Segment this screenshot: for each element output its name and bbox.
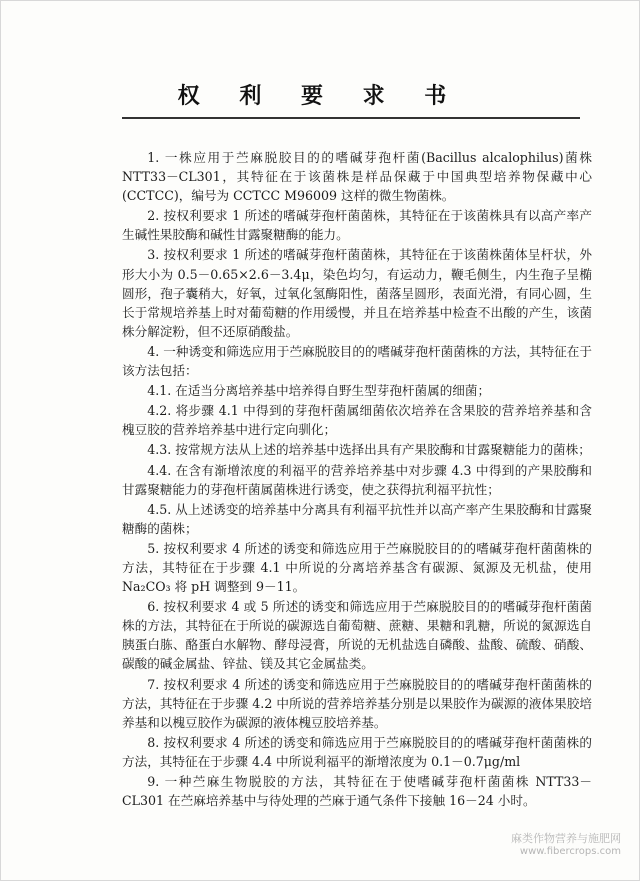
claim-4-step-4: 4.4. 在含有渐增浓度的利福平的营养培养基中对步骤 4.3 中得到的产果胶酶和甘露聚糖能力的芽孢杆菌属菌株进行诱变，使之获得抗利福平抗性； bbox=[122, 462, 592, 497]
claim-3: 3. 按权利要求 1 所述的嗜碱芽孢杆菌菌株，其特征在于该菌株菌体呈杆状，外形大小为 0.5－0.65×2.6－3.4μ，染色均匀，有运动力，鞭毛侧生，内生孢子呈椭圆形，孢子囊稍大，好氧，过氧化氢酶阳性，菌落呈圆形，表面光滑，有同心圆，生长于常规培养基上时对葡萄糖的作用缓慢，并且在培养基中检查不出酸的产生，该菌株分解淀粉，但不还原硝酸盐。 bbox=[122, 247, 592, 339]
claim-4-step-3: 4.3. 按常规方法从上述的培养基中选择出具有产果胶酶和甘露聚糖能力的菌株； bbox=[147, 442, 591, 458]
claims-body bbox=[122, 148, 592, 810]
claim-7: 7. 按权利要求 4 所述的诱变和筛选应用于苎麻脱胶目的的嗜碱芽孢杆菌菌株的方法，其特征在于步骤 4.2 中所说的营养培养基分别是以果胶作为碳源的液体果胶培养基和以槐豆胶作为碳源的液体槐豆胶培养基。 bbox=[122, 676, 592, 730]
claim-2: 2. 按权利要求 1 所述的嗜碱芽孢杆菌菌株，其特征在于该菌株具有以高产率产生碱性果胶酶和碱性甘露聚糖酶的能力。 bbox=[122, 208, 592, 243]
title-underline bbox=[122, 117, 580, 119]
claim-4-step-2: 4.2. 将步骤 4.1 中得到的芽孢杆菌属细菌依次培养在含果胶的营养培养基和含槐豆胶的营养培养基中进行定向驯化； bbox=[122, 403, 592, 438]
claim-9: 9. 一种苎麻生物脱胶的方法，其特征在于使嗜碱芽孢杆菌菌株 NTT33－CL301 在苎麻培养基中与待处理的苎麻于通气条件下接触 16－24 小时。 bbox=[122, 774, 592, 809]
watermark-site-name: 麻类作物营养与施肥网 bbox=[511, 832, 621, 845]
claim-5: 5. 按权利要求 4 所述的诱变和筛选应用于苎麻脱胶目的的嗜碱芽孢杆菌菌株的方法，其特征在于步骤 4.1 中所说的分离培养基含有碳源、氮源及无机盐，使用 Na₂CO₃ 将 pH 调整到 9－11。 bbox=[122, 540, 592, 595]
claim-8: 8. 按权利要求 4 所述的诱变和筛选应用于苎麻脱胶目的的嗜碱芽孢杆菌菌株的方法，其特征在于步骤 4.4 中所说利福平的渐增浓度为 0.1－0.7μg/ml bbox=[122, 734, 592, 769]
document-title: 权 利 要 求 书 bbox=[177, 83, 463, 109]
claim-6: 6. 按权利要求 4 或 5 所述的诱变和筛选应用于苎麻脱胶目的的嗜碱芽孢杆菌菌株的方法，其特征在于所说的碳源选自葡萄糖、蔗糖、果糖和乳糖，所说的氮源选自胰蛋白胨、酪蛋白水解物、酵母浸膏，所说的无机盐选自磷酸、盐酸、硫酸、硝酸、碳酸的碱金属盐、锌盐、镁及其它金属盐类。 bbox=[122, 599, 592, 672]
watermark-site-url: www.fibercrops.com bbox=[519, 846, 621, 857]
claim-4: 4. 一种诱变和筛选应用于苎麻脱胶目的的嗜碱芽孢杆菌菌株的方法，其特征在于该方法包括： bbox=[122, 343, 592, 379]
claim-1: 1. 一株应用于苎麻脱胶目的的嗜碱芽孢杆菌(Bacillus alcalophilus)菌株 NTT33－CL301，其特征在于该菌株是样品保藏于中国典型培养物保藏中心(CCTCC)，编号为 CCTCC M96009 这样的微生物菌株。 bbox=[122, 150, 592, 204]
claim-4-step-1: 4.1. 在适当分离培养基中培养得自野生型芽孢杆菌属的细菌； bbox=[147, 383, 491, 399]
site-watermark bbox=[511, 832, 621, 858]
claim-4-step-5: 4.5. 从上述诱变的培养基中分离具有利福平抗性并以高产率产生果胶酶和甘露聚糖酶的菌株； bbox=[122, 501, 592, 536]
